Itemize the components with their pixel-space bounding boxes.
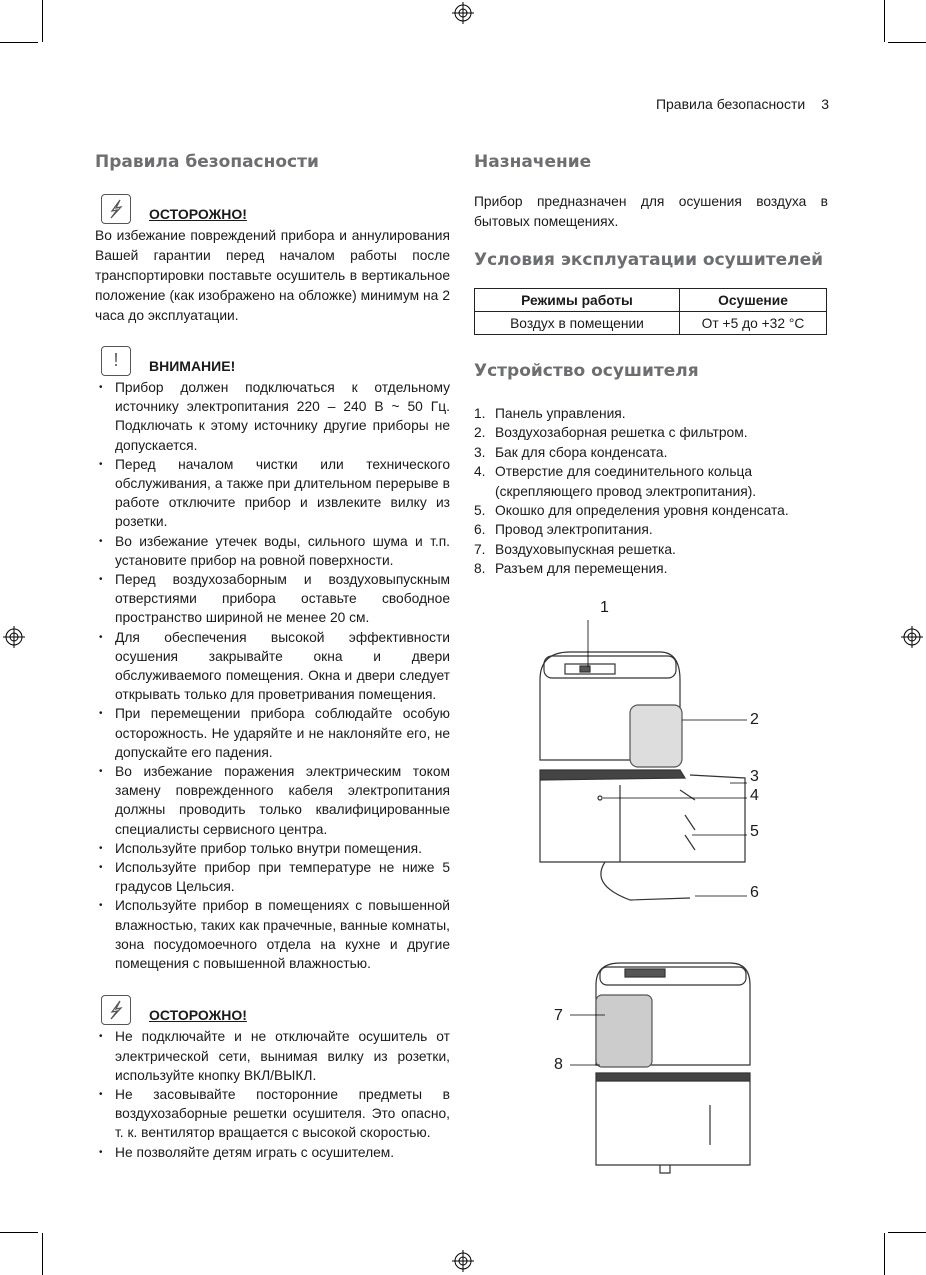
table-cell: Воздух в помещении <box>475 312 680 335</box>
callout-3: 3 <box>750 768 759 785</box>
table-header: Осушение <box>680 289 827 312</box>
parts-list <box>474 404 834 579</box>
item-number: 5. <box>474 503 486 519</box>
registration-mark-icon <box>452 2 474 24</box>
running-header <box>640 96 829 112</box>
crop-mark <box>888 42 926 43</box>
item-number: 7. <box>474 541 486 557</box>
table-header: Режимы работы <box>475 289 680 312</box>
left-column <box>95 194 450 1162</box>
item-text: Провод электропитания. <box>495 522 653 538</box>
list-item <box>474 423 834 442</box>
list-item: • Не засовывайте посторонние предметы в воздухозаборные решетки осушителя. Это опасно, т. к. вентилятор вращается с высокой скоростью. <box>95 1085 450 1143</box>
list-item: • Перед началом чистки или технического обслуживания, а также при длительном перерыве в работе отключите прибор и извлеките вилку из розетки. <box>95 455 450 532</box>
attention-block-header <box>95 346 450 376</box>
callout-8: 8 <box>554 1056 563 1073</box>
registration-mark-icon <box>901 626 923 648</box>
callout-1: 1 <box>600 599 609 616</box>
purpose-text-block <box>474 192 828 232</box>
table-row <box>475 312 827 335</box>
caution-block-header <box>95 995 450 1025</box>
purpose-heading: Назначение <box>474 152 592 172</box>
list-item <box>474 462 834 501</box>
caution-block-header <box>95 194 450 224</box>
safety-heading: Правила безопасности <box>95 152 319 172</box>
attention-title: ВНИМАНИЕ! <box>149 357 236 374</box>
item-text: Разъем для перемещения. <box>495 561 668 577</box>
dehumidifier-assembled-illustration <box>560 955 760 1185</box>
list-item <box>474 520 834 539</box>
item-number: 1. <box>474 406 486 421</box>
item-number: 8. <box>474 561 486 577</box>
list-item: • Используйте прибор только внутри помещения. <box>95 839 450 858</box>
callout-5: 5 <box>750 823 759 840</box>
caution-title: ОСТОРОЖНО! <box>149 205 247 222</box>
list-item: • Не подключайте и не отключайте осушитель от электрической сети, вынимая вилку из розетки, используйте кнопку ВКЛ/ВЫКЛ. <box>95 1027 450 1085</box>
table-header-row <box>475 289 827 312</box>
list-item <box>474 501 834 520</box>
crop-mark <box>42 0 43 42</box>
list-item <box>474 443 834 462</box>
lightning-warning-icon <box>101 995 131 1025</box>
exclamation-icon: ! <box>101 346 131 376</box>
callout-6: 6 <box>750 884 759 901</box>
crop-mark <box>884 0 885 42</box>
callout-4: 4 <box>750 787 759 804</box>
table-cell: От +5 до +32 °C <box>680 312 827 335</box>
item-text: Бак для сбора конденсата. <box>495 444 668 460</box>
crop-mark <box>888 1232 926 1233</box>
item-number: 4. <box>474 464 486 480</box>
device-heading: Устройство осушителя <box>474 361 699 381</box>
crop-mark <box>0 1232 38 1233</box>
list-item: • Во избежание утечек воды, сильного шума и т.п. установите прибор на ровной поверхности. <box>95 532 450 570</box>
crop-mark <box>884 1233 885 1275</box>
list-item: • Для обеспечения высокой эффективности осушения закрывайте окна и двери обслуживаемого помещения. Окна и двери следует открывать только для проветривания помещения. <box>95 628 450 705</box>
item-text: Отверстие для соединительного кольца (скрепляющего провод электропитания). <box>495 464 757 499</box>
callout-2: 2 <box>750 711 759 728</box>
list-item <box>474 540 834 559</box>
item-text: Панель управления. <box>495 406 626 421</box>
caution-list <box>95 1027 450 1161</box>
list-item: • Используйте прибор в помещениях с повышенной влажностью, таких как прачечные, ванные комнаты, зона посудомоечного отдела на кухне и другие помещения с повышенной влажностью. <box>95 896 450 973</box>
crop-mark <box>0 42 38 43</box>
list-item: • Прибор должен подключаться к отдельному источнику электропитания 220 – 240 В ~ 50 Гц. Подключать к этому источнику другие приборы не допускается. <box>95 378 450 455</box>
list-item: • При перемещении прибора соблюдайте особую осторожность. Не ударяйте и не наклоняйте его, не допускайте его падения. <box>95 704 450 762</box>
caution-text: Во избежание повреждений прибора и аннулирования Вашей гарантии перед началом работы после транспортировки поставьте осушитель в вертикальное положение (как изображено на обложке) минимум на 2 часа до эксплуатации. <box>95 228 450 323</box>
conditions-heading: Условия эксплуатации осушителей <box>474 250 824 270</box>
lightning-warning-icon <box>101 194 131 224</box>
item-text: Воздухозаборная решетка с фильтром. <box>495 425 748 441</box>
callout-7: 7 <box>554 1007 563 1024</box>
conditions-table <box>474 288 827 335</box>
attention-list <box>95 378 450 973</box>
item-text: Окошко для определения уровня конденсата. <box>495 503 789 519</box>
dehumidifier-exploded-illustration <box>520 600 790 910</box>
registration-mark-icon <box>452 1250 474 1272</box>
list-item: • Перед воздухозаборным и воздуховыпускным отверстиями прибора оставьте свободное пространство шириной не менее 20 см. <box>95 570 450 628</box>
list-item <box>474 559 834 578</box>
header-title: Правила безопасности <box>655 96 806 112</box>
item-number: 3. <box>474 444 486 460</box>
item-number: 2. <box>474 425 486 441</box>
purpose-text: Прибор предназначен для осушения воздуха в бытовых помещениях. <box>474 194 828 229</box>
registration-mark-icon <box>3 626 25 648</box>
list-item: • Не позволяйте детям играть с осушителем. <box>95 1143 450 1162</box>
list-item: • Используйте прибор при температуре не ниже 5 градусов Цельсия. <box>95 858 450 896</box>
item-text: Воздуховыпускная решетка. <box>495 541 676 557</box>
list-item <box>474 404 834 423</box>
page-number: 3 <box>821 96 829 112</box>
item-number: 6. <box>474 522 486 538</box>
crop-mark <box>42 1233 43 1275</box>
caution-title: ОСТОРОЖНО! <box>149 1007 247 1024</box>
list-item: • Во избежание поражения электрическим током замену поврежденного кабеля электропитания должны проводить только квалифицированные специалисты сервисного центра. <box>95 762 450 839</box>
